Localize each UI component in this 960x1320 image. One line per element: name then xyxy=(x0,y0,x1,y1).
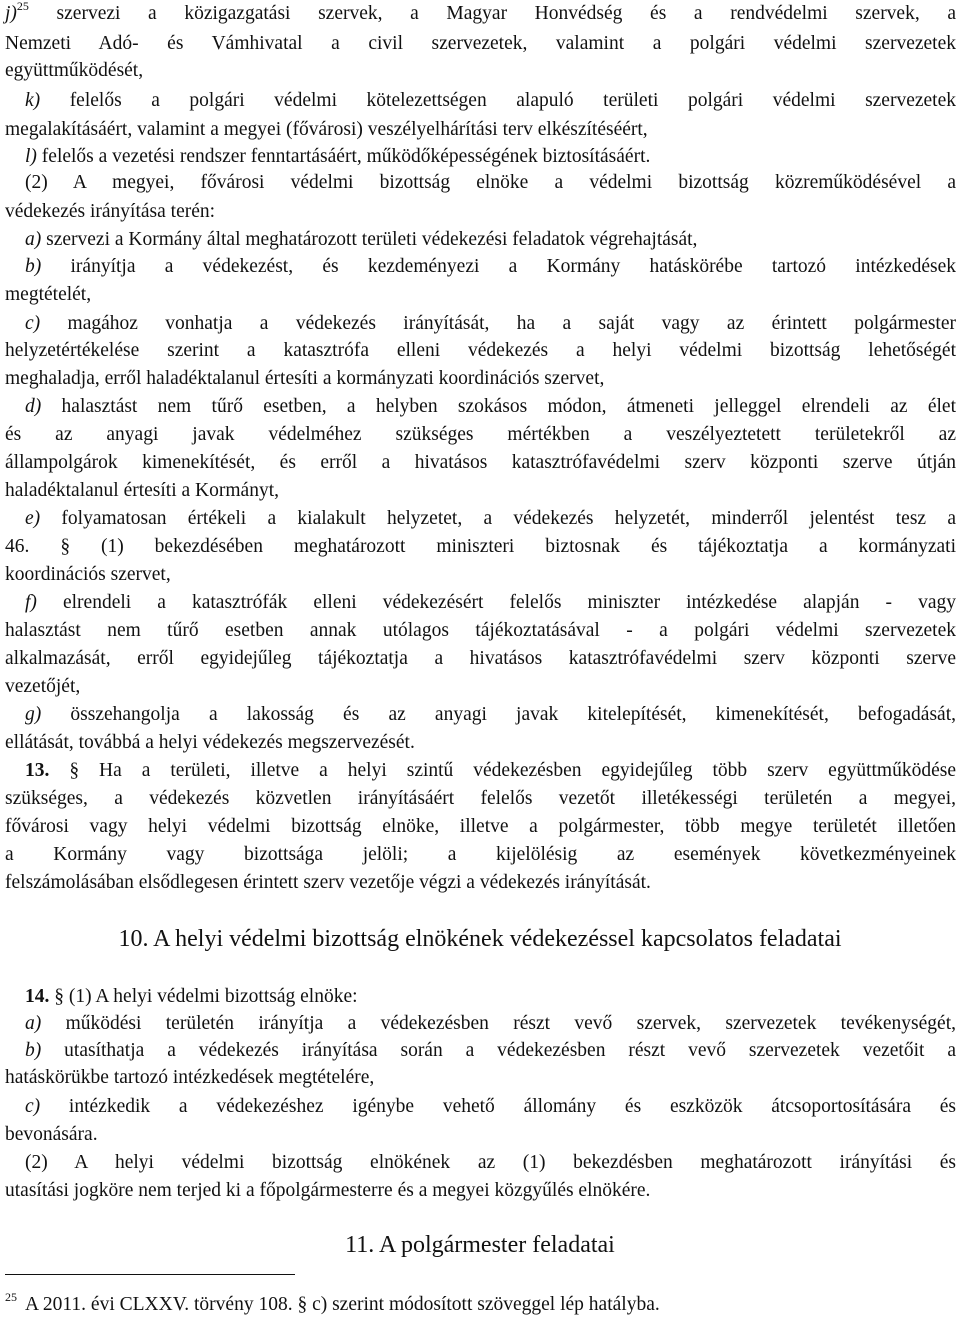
text-line: védekezés irányítása terén: xyxy=(5,201,216,222)
footnote xyxy=(5,1291,660,1320)
text-line: fővárosi vagy helyi védelmi bizottság elnöke, illetve a polgármester, több megye területét illetően xyxy=(5,816,956,837)
text-line: együttműködését, xyxy=(5,60,144,81)
text-line: bevonására. xyxy=(5,1124,98,1145)
text-line: hatáskörükbe tartozó intézkedések megtételére, xyxy=(5,1067,375,1088)
text-line: 46. § (1) bekezdésében meghatározott miniszteri biztosnak és tájékoztatja a kormányzati xyxy=(5,536,956,557)
text-line: f) elrendeli a katasztrófák elleni védekezésért felelős miniszter intézkedése alapján - vagy xyxy=(25,592,956,613)
text-line: meghaladja, erről haladéktalanul értesíti a kormányzati koordinációs szervet, xyxy=(5,368,605,389)
text-line: c) magához vonhatja a védekezés irányítását, ha a saját vagy az érintett polgármester xyxy=(25,313,956,334)
text-line: d) halasztást nem tűrő esetben, a helyben szokásos módon, átmeneti jelleggel elrendeli az élet xyxy=(25,396,956,417)
text-line: állampolgárok kimenekítését, és erről a hivatásos katasztrófavédelmi szerv központi szerve útján xyxy=(5,452,956,473)
text-line: b) irányítja a védekezést, és kezdeményezi a Kormány hatáskörébe tartozó intézkedések xyxy=(25,256,956,277)
text-line: szükséges, a védekezés közvetlen irányításáért felelős vezetőt illetékességi területén a megyei, xyxy=(5,788,956,809)
text-line: és az anyagi javak védelméhez szükséges mértékben a veszélyeztetett területekről az xyxy=(5,424,956,445)
footnote-reference[interactable]: 25 xyxy=(16,0,29,13)
text-line: g) összehangolja a lakosság és az anyagi javak kitelepítését, kimenekítését, befogadását, xyxy=(25,704,956,725)
text-line: a) szervezi a Kormány által meghatározott területi védekezési feladatok végrehajtását, xyxy=(25,229,698,250)
text-line: b) utasíthatja a védekezés irányítása során a védekezésben részt vevő szervezetek vezetőit a xyxy=(25,1040,956,1061)
text-line: j)$^{25}$ szervezi a közigazgatási szervek, a Magyar Honvédség és a rendvédelmi szervek, a xyxy=(5,0,956,24)
text-line: megtételét, xyxy=(5,284,92,305)
text-line: 14. § (1) A helyi védelmi bizottság elnöke: xyxy=(25,986,358,1007)
text-line: megalakításáért, valamint a megyei (fővárosi) veszélyelhárítási terv elkészítéséért, xyxy=(5,119,648,140)
text-line: 13. § Ha a területi, illetve a helyi szintű védekezésben egyidejűleg több szerv együttműködése xyxy=(25,760,956,781)
text-line: c) intézkedik a védekezéshez igénybe vehető állomány és eszközök átcsoportosítására és xyxy=(25,1096,956,1117)
section-heading: 11. A polgármester feladatai xyxy=(345,1232,615,1258)
text-line: l) felelős a vezetési rendszer fenntartásáért, működőképességének biztosításáért. xyxy=(25,146,651,167)
text-line: alkalmazását, erről egyidejűleg tájékoztatja a hivatásos katasztrófavédelmi szerv központi szerve xyxy=(5,648,956,669)
text-line: koordinációs szervet, xyxy=(5,564,171,585)
section-heading: 10. A helyi védelmi bizottság elnökének védekezéssel kapcsolatos feladatai xyxy=(118,926,842,952)
text-line: utasítási jogköre nem terjed ki a főpolgármesterre és a megyei közgyűlés elnökére. xyxy=(5,1180,651,1201)
text-line: vezetőjét, xyxy=(5,676,81,697)
text-line: ellátását, továbbá a helyi védekezés megszervezését. xyxy=(5,732,415,753)
footnote-text: A 2011. évi CLXXV. törvény 108. § c) szerint módosított szöveggel lép hatályba. xyxy=(25,1294,660,1315)
text-line: halasztást nem tűrő esetben annak utólagos tájékoztatásával - a polgári védelmi szervezetek xyxy=(5,620,956,641)
footnote-number: 25 xyxy=(5,1290,17,1304)
text-line: (2) A helyi védelmi bizottság elnökének az (1) bekezdésben meghatározott irányítási és xyxy=(25,1152,956,1173)
text-line: k) felelős a polgári védelmi kötelezettségen alapuló területi polgári védelmi szervezetek xyxy=(25,90,956,111)
text-line: (2) A megyei, fővárosi védelmi bizottság elnöke a védelmi bizottság közreműködésével a xyxy=(25,172,956,193)
text-line: felszámolásában elsődlegesen érintett szerv vezetője végzi a védekezés irányítását. xyxy=(5,872,651,893)
text-line: a) működési területén irányítja a védekezésben részt vevő szervek, szervezetek tevékenységét, xyxy=(25,1013,956,1034)
text-line: helyzetértékelése szerint a katasztrófa elleni védekezés a helyi védelmi bizottság lehetőségét xyxy=(5,340,956,361)
text-line: a Kormány vagy bizottsága jelöli; a kijelölésig az események következményeinek xyxy=(5,844,956,865)
text-line: haladéktalanul értesíti a Kormányt, xyxy=(5,480,279,501)
text-line: e) folyamatosan értékeli a kialakult helyzetet, a védekezés helyzetét, minderről jelentést tesz a xyxy=(25,508,956,529)
footnote-separator xyxy=(5,1274,295,1275)
text-line: Nemzeti Adó- és Vámhivatal a civil szervezetek, valamint a polgári védelmi szervezetek xyxy=(5,33,956,54)
